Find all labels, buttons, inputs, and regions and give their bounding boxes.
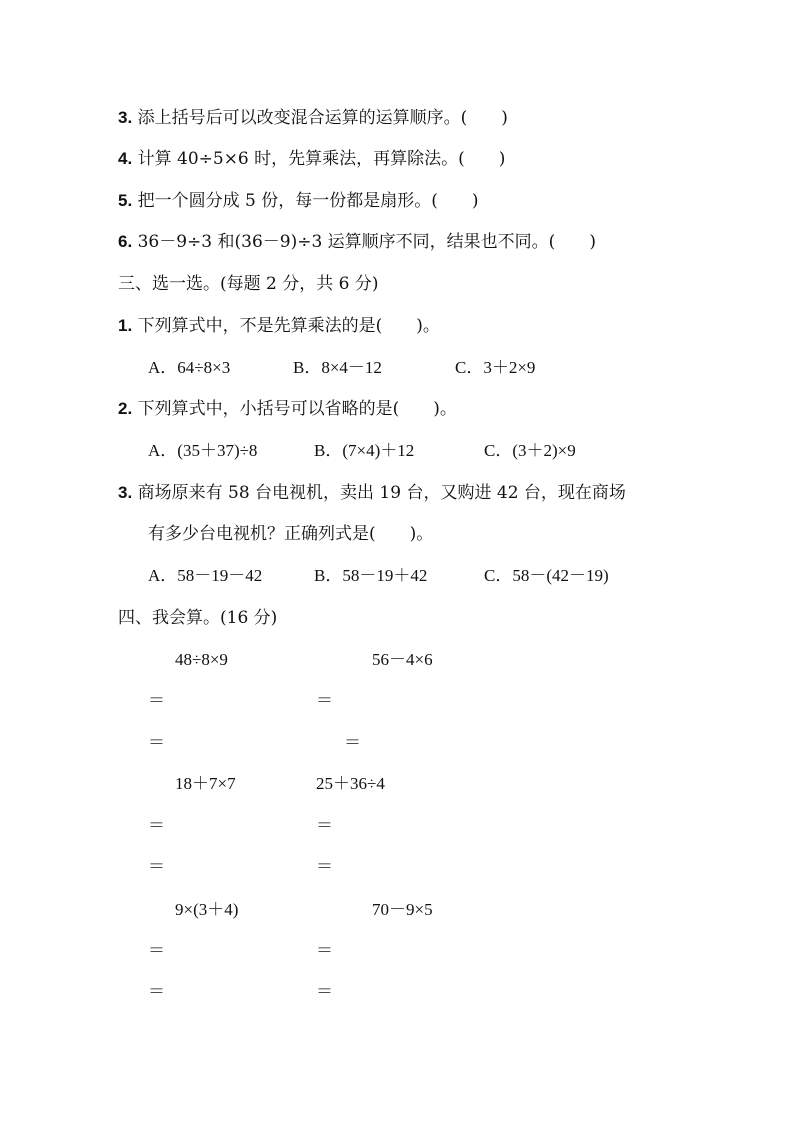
calc-3-left-eq-2: ＝ <box>148 982 165 1001</box>
choice-q2 <box>118 398 457 420</box>
calc-3-right-eq-1: ＝ <box>316 941 333 960</box>
choice-q2-text: 下列算式中，小括号可以省略的是( )。 <box>137 399 457 419</box>
judge-item-6 <box>118 231 596 253</box>
judge-item-5-number: 5. <box>118 191 133 210</box>
judge-item-3 <box>118 107 508 129</box>
judge-item-5-text: 把一个圆分成 5 份，每一份都是扇形。( ) <box>137 191 479 211</box>
calc-2-left-eq-2: ＝ <box>148 857 165 876</box>
calc-1-left-expression: 48÷8×9 <box>175 650 228 669</box>
choice-q2-number: 2. <box>118 399 133 418</box>
choice-q3-option-c: C．58－(42－19) <box>484 566 609 585</box>
calc-3-right-eq-2: ＝ <box>316 982 333 1001</box>
choice-q1-option-c: C．3＋2×9 <box>455 358 536 377</box>
judge-item-3-number: 3. <box>118 108 133 127</box>
calc-2-left-expression: 18＋7×7 <box>175 774 236 793</box>
choice-q3-text-line2: 有多少台电视机？正确列式是( )。 <box>148 524 434 544</box>
choice-q3-option-b: B．58－19＋42 <box>314 566 428 585</box>
judge-item-6-number: 6. <box>118 232 133 251</box>
calc-1-right-eq-1: ＝ <box>316 691 333 710</box>
judge-item-6-text: 36－9÷3 和(36－9)÷3 运算顺序不同，结果也不同。( ) <box>137 232 596 252</box>
calc-1-left-eq-1: ＝ <box>148 691 165 710</box>
judge-item-3-text: 添上括号后可以改变混合运算的运算顺序。( ) <box>137 108 508 128</box>
choice-q1-number: 1. <box>118 316 133 335</box>
calc-3-right-expression: 70－9×5 <box>372 900 433 919</box>
choice-q1-text: 下列算式中，不是先算乘法的是( )。 <box>137 316 440 336</box>
choice-q2-option-c: C．(3＋2)×9 <box>484 441 576 460</box>
judge-item-5 <box>118 190 478 212</box>
choice-q1-option-a: A．64÷8×3 <box>148 358 231 377</box>
calc-2-right-expression: 25＋36÷4 <box>316 774 385 793</box>
section3-title: 三、选一选。(每题 2 分，共 6 分) <box>118 274 379 294</box>
choice-q3 <box>118 482 626 504</box>
choice-q3-option-a: A．58－19－42 <box>148 566 263 585</box>
calc-3-left-eq-1: ＝ <box>148 941 165 960</box>
judge-item-4-number: 4. <box>118 149 133 168</box>
calc-2-right-eq-1: ＝ <box>316 816 333 835</box>
choice-q2-option-b: B．(7×4)＋12 <box>314 441 415 460</box>
judge-item-4-text: 计算 40÷5×6 时，先算乘法，再算除法。( ) <box>137 149 506 169</box>
choice-q2-option-a: A．(35＋37)÷8 <box>148 441 258 460</box>
choice-q1-option-b: B．8×4－12 <box>293 358 382 377</box>
section4-title: 四、我会算。(16 分) <box>118 608 278 628</box>
calc-2-right-eq-2: ＝ <box>316 857 333 876</box>
calc-1-left-eq-2: ＝ <box>148 733 165 752</box>
calc-2-left-eq-1: ＝ <box>148 816 165 835</box>
calc-1-right-expression: 56－4×6 <box>372 650 433 669</box>
calc-1-right-eq-2: ＝ <box>344 733 361 752</box>
calc-3-left-expression: 9×(3＋4) <box>175 900 239 919</box>
judge-item-4 <box>118 148 505 170</box>
choice-q3-text-line1: 商场原来有 58 台电视机，卖出 19 台，又购进 42 台，现在商场 <box>137 483 626 503</box>
choice-q1 <box>118 315 440 337</box>
choice-q3-number: 3. <box>118 483 133 502</box>
